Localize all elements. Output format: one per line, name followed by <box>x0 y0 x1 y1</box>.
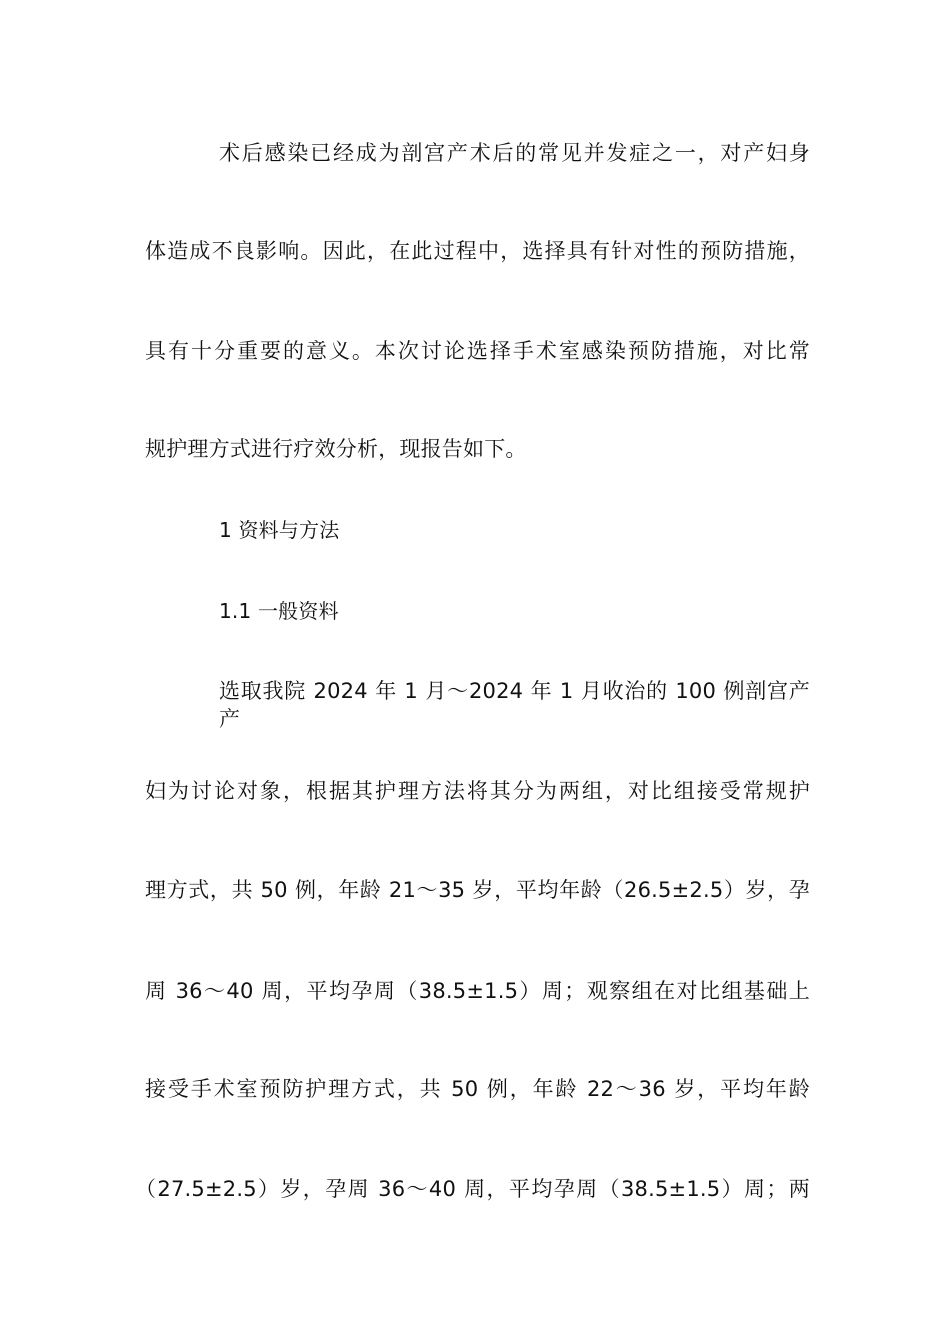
subsection-heading: 1.1 一般资料 <box>219 599 339 623</box>
paragraph-2-line-1: 选取我院 2024 年 1 月～2024 年 1 月收治的 100 例剖宫产产 <box>219 679 810 731</box>
paragraph-1-line-2: 体造成不良影响。因此，在此过程中，选择具有针对性的预防措施， <box>145 239 810 263</box>
paragraph-2-line-4: 周 36～40 周，平均孕周（38.5±1.5）周；观察组在对比组基础上 <box>145 979 810 1003</box>
section-heading: 1 资料与方法 <box>219 518 340 542</box>
paragraph-2-line-3: 理方式，共 50 例，年龄 21～35 岁，平均年龄（26.5±2.5）岁，孕 <box>145 878 810 902</box>
paragraph-2-line-2: 妇为讨论对象，根据其护理方法将其分为两组，对比组接受常规护 <box>145 779 810 803</box>
paragraph-1-line-1: 术后感染已经成为剖宫产术后的常见并发症之一，对产妇身 <box>219 141 810 165</box>
paragraph-1-line-3: 具有十分重要的意义。本次讨论选择手术室感染预防措施，对比常 <box>145 339 810 363</box>
paragraph-1-line-4: 规护理方式进行疗效分析，现报告如下。 <box>145 437 527 461</box>
paragraph-2-line-5: 接受手术室预防护理方式，共 50 例，年龄 22～36 岁，平均年龄 <box>145 1077 810 1101</box>
paragraph-2-line-6: （27.5±2.5）岁，孕周 36～40 周，平均孕周（38.5±1.5）周；两 <box>135 1177 810 1201</box>
